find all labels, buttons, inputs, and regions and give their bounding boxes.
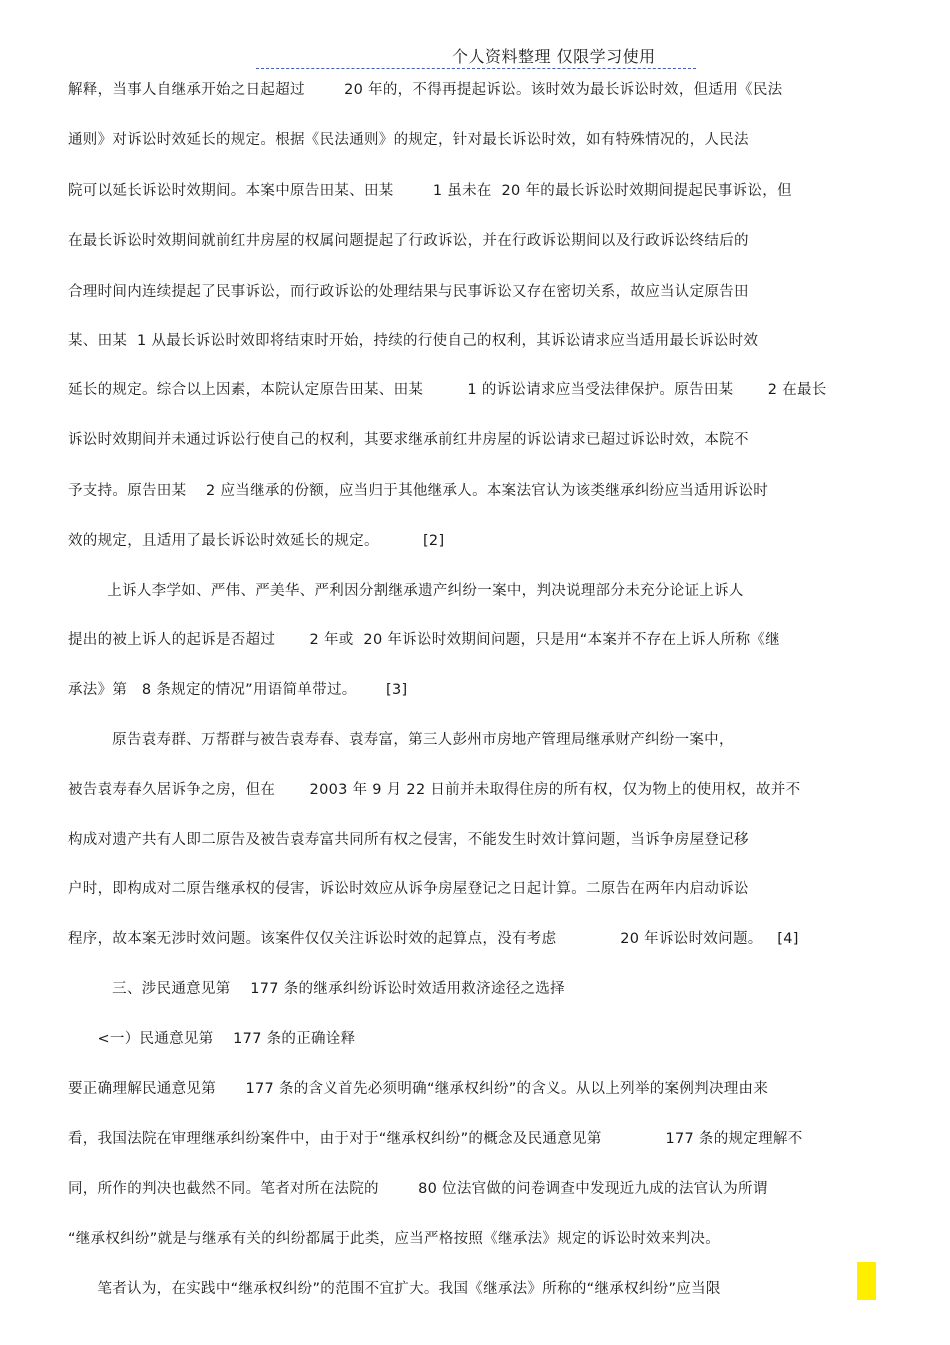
highlight-marker (857, 1262, 876, 1300)
text-line: 提出的被上诉人的起诉是否超过 2 年或 20 年诉讼时效期间问题，只是用“本案并不存在上诉人所称《继 (68, 632, 780, 648)
text-line: 承法》第 8 条规定的情况”用语简单带过。 [3] (68, 682, 408, 698)
text-line: 院可以延长诉讼时效期间。本案中原告田某、田某 1 虽未在 20 年的最长诉讼时效期间提起民事诉讼，但 (68, 183, 792, 199)
text-line: 延长的规定。综合以上因素，本院认定原告田某、田某 1 的诉讼请求应当受法律保护。原告田某 2 在最长 (68, 382, 827, 398)
text-line: 予支持。原告田某 2 应当继承的份额，应当归于其他继承人。本案法官认为该类继承纠纷应当适用诉讼时 (68, 483, 769, 499)
text-line: 在最长诉讼时效期间就前红井房屋的权属问题提起了行政诉讼，并在行政诉讼期间以及行政诉讼终结后的 (68, 233, 749, 249)
text-line: 诉讼时效期间并未通过诉讼行使自己的权利，其要求继承前红井房屋的诉讼请求已超过诉讼时效，本院不 (68, 432, 749, 448)
text-line: 通则》对诉讼时效延长的规定。根据《民法通则》的规定，针对最长诉讼时效，如有特殊情况的，人民法 (68, 132, 749, 148)
text-line: 原告袁寿群、万帮群与被告袁寿春、袁寿富，第三人彭州市房地产管理局继承财产纠纷一案中， (68, 732, 734, 748)
text-line: 解释，当事人自继承开始之日起超过 20 年的，不得再提起诉讼。该时效为最长诉讼时效，但适用《民法 (68, 82, 783, 98)
section-heading: 三、涉民通意见第 177 条的继承纠纷诉讼时效适用救济途径之选择 (68, 981, 565, 997)
text-line: 构成对遗产共有人即二原告及被告袁寿富共同所有权之侵害，不能发生时效计算问题，当诉争房屋登记移 (68, 832, 749, 848)
text-line: 户时，即构成对二原告继承权的侵害，诉讼时效应从诉争房屋登记之日起计算。二原告在两年内启动诉讼 (68, 881, 749, 897)
text-line: 被告袁寿春久居诉争之房，但在 2003 年 9 月 22 日前并未取得住房的所有权，仅为物上的使用权，故并不 (68, 782, 801, 798)
text-line: 要正确理解民通意见第 177 条的含义首先必须明确“继承权纠纷”的含义。从以上列举的案例判决理由来 (68, 1081, 769, 1097)
text-line: 某、田某 1 从最长诉讼时效即将结束时开始，持续的行使自己的权利，其诉讼请求应当适用最长诉讼时效 (68, 333, 759, 349)
header-text: 个人资料整理 仅限学习使用 (452, 47, 656, 66)
text-line: 同，所作的判决也截然不同。笔者对所在法院的 80 位法官做的问卷调查中发现近九成的法官认为所谓 (68, 1181, 768, 1197)
page-header (256, 42, 696, 69)
text-line: 上诉人李学如、严伟、严美华、严利因分割继承遗产纠纷一案中，判决说理部分未充分论证上诉人 (68, 583, 744, 599)
text-line: “继承权纠纷”就是与继承有关的纠纷都属于此类，应当严格按照《继承法》规定的诉讼时效来判决。 (68, 1231, 721, 1247)
text-line: 程序，故本案无涉时效问题。该案件仅仅关注诉讼时效的起算点，没有考虑 20 年诉讼时效问题。 [4] (68, 931, 799, 947)
text-line: 笔者认为，在实践中“继承权纠纷”的范围不宜扩大。我国《继承法》所称的“继承权纠纷”应当限 (68, 1281, 721, 1297)
text-line: 看，我国法院在审理继承纠纷案件中，由于对于“继承权纠纷”的概念及民通意见第 177 条的规定理解不 (68, 1131, 803, 1147)
text-line: 合理时间内连续提起了民事诉讼，而行政诉讼的处理结果与民事诉讼又存在密切关系，故应当认定原告田 (68, 284, 749, 300)
subsection-heading: <一）民通意见第 177 条的正确诠释 (68, 1031, 356, 1047)
text-line: 效的规定，且适用了最长诉讼时效延长的规定。 [2] (68, 533, 445, 549)
